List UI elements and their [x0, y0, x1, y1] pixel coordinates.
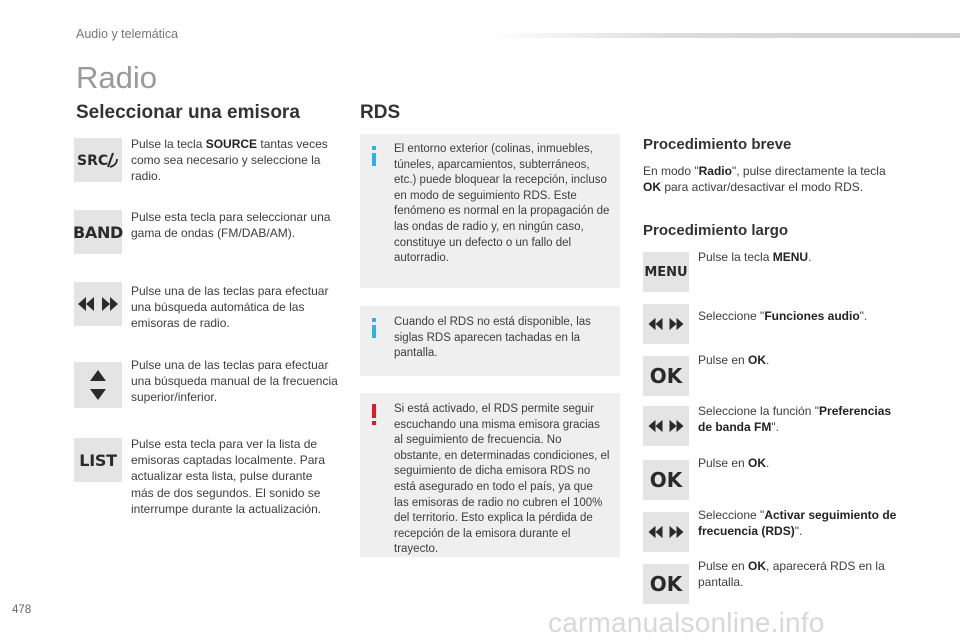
page-number: 478	[12, 604, 32, 616]
step-ok-final-text: Pulse en OK, aparecerá RDS en la pantalla.	[698, 559, 885, 590]
warning-icon-dot	[372, 421, 376, 425]
heading-short-procedure: Procedimiento breve	[643, 136, 792, 153]
seek-arrows-icon	[643, 304, 689, 344]
info-icon	[372, 318, 376, 322]
step-ok-text: Pulse en OK.	[698, 456, 770, 470]
info-icon-bar	[372, 325, 376, 338]
section-label: Audio y telemática	[76, 27, 179, 41]
note-text: El entorno exterior (colinas, inmuebles, túneles, aparcamientos, subterráneos, etc.) puede bloquear la recepción, incluso en modo de seguimiento RDS. Este fenómeno es normal en la propagación de las ondas de radio y, en ningún caso, constituye un defecto o un fallo del autorradio.	[394, 143, 610, 265]
step-ok-text: Pulse en OK.	[698, 353, 770, 367]
watermark: carmanualsonline.info	[548, 607, 825, 638]
note-text: Si está activado, el RDS permite seguir escuchando una misma emisora gracias al seguimiento de frecuencia. No obstante, en determinadas condiciones, el seguimiento de dicha emisora RDS no está asegurado en todo el país, ya que las emisoras de radio no cubren el 100% del territorio. Esto explica la pérdida de recepción de la emisora durante el trayecto.	[394, 403, 610, 556]
short-procedure-text: En modo "Radio", pulse directamente la tecla OK para activar/desactivar el modo RDS.	[643, 164, 886, 195]
list-key-label: LIST	[79, 450, 117, 470]
menu-key-label: MENU	[644, 264, 688, 280]
band-key-label: BAND	[72, 222, 124, 242]
header-rule	[488, 33, 960, 38]
src-key-icon	[74, 138, 122, 182]
page-title: Radio	[76, 60, 157, 95]
ok-key-label: OK	[649, 468, 683, 492]
up-down-arrows-icon	[74, 362, 122, 408]
step-seek-text: Pulse una de las teclas para efectuar una búsqueda automática de las emisoras de radio.	[131, 284, 329, 331]
info-icon-bar	[372, 153, 376, 166]
ok-key-icon	[643, 460, 689, 500]
ok-key-label: OK	[649, 364, 683, 388]
ok-key-icon	[643, 564, 689, 604]
note-box-info	[360, 134, 620, 288]
step-audio-functions-text: Seleccione "Funciones audio".	[698, 309, 868, 323]
note-text: Cuando el RDS no está disponible, las siglas RDS aparecen tachadas en la pantalla.	[394, 316, 591, 360]
svg-text:SRC: SRC	[77, 153, 109, 169]
heading-long-procedure: Procedimiento largo	[643, 222, 789, 239]
seek-arrows-icon	[643, 512, 689, 552]
step-menu-text: Pulse la tecla MENU.	[698, 250, 812, 264]
band-key-icon	[74, 210, 122, 254]
seek-arrows-icon	[643, 406, 689, 446]
ok-key-label: OK	[649, 572, 683, 596]
step-fm-preferences-text: Seleccione la función "Preferencias de banda FM".	[698, 404, 892, 435]
seek-arrows-icon	[74, 282, 122, 326]
step-source-text: Pulse la tecla SOURCE tantas veces como sea necesario y seleccione la radio.	[131, 137, 328, 184]
note-box-warning	[360, 393, 620, 557]
step-manual-text: Pulse una de las teclas para efectuar una búsqueda manual de la frecuencia superior/inferior.	[131, 358, 338, 405]
step-list-text: Pulse esta tecla para ver la lista de emisoras captadas localmente. Para actualizar esta lista, pulse durante más de dos segundos. El sonido se interrumpe durante la actualización.	[131, 437, 326, 516]
heading-rds: RDS	[360, 102, 401, 123]
step-activate-rds-text: Seleccione "Activar seguimiento de frecuencia (RDS)".	[698, 508, 897, 539]
warning-icon	[372, 404, 376, 418]
heading-select-station: Seleccionar una emisora	[76, 102, 300, 123]
menu-key-icon	[643, 252, 689, 292]
ok-key-icon	[643, 356, 689, 396]
list-key-icon	[74, 438, 122, 482]
step-band-text: Pulse esta tecla para seleccionar una gama de ondas (FM/DAB/AM).	[131, 210, 331, 241]
info-icon	[372, 146, 376, 150]
note-box-info	[360, 306, 620, 376]
